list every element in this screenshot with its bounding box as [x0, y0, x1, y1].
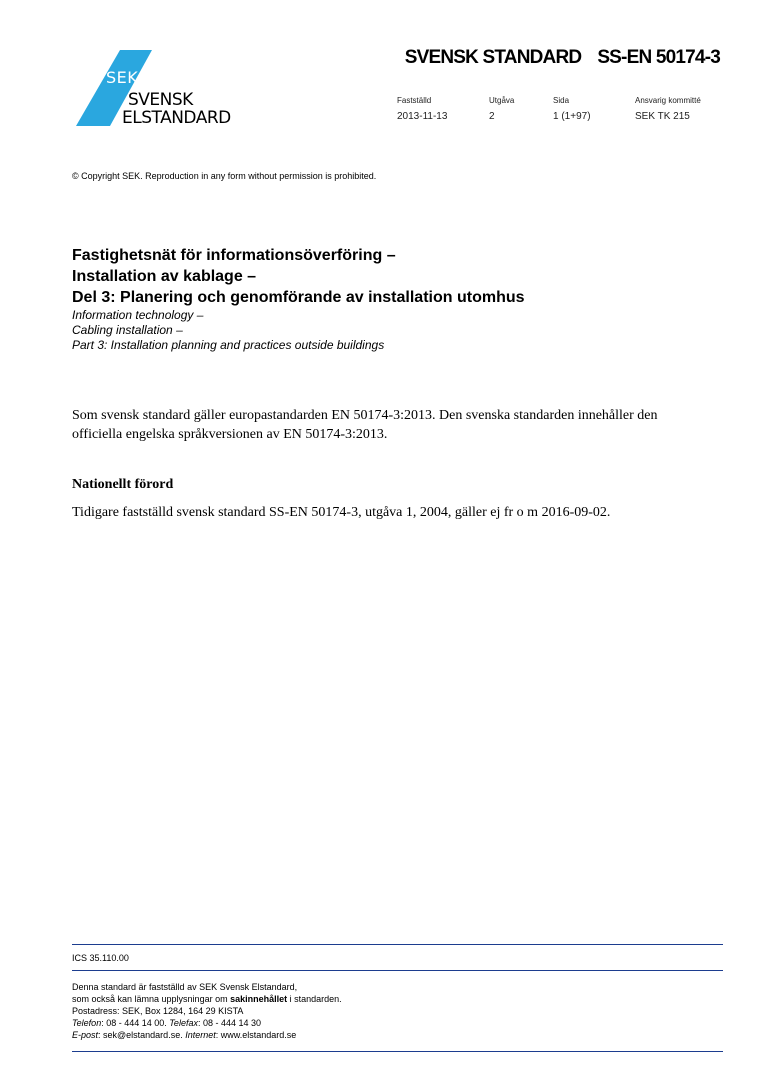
english-title-line: Information technology – — [72, 308, 204, 322]
swedish-title-line: Fastighetsnät för informationsöverföring – — [72, 247, 396, 264]
email-address[interactable]: : sek@elstandard.se. — [98, 1030, 186, 1040]
standard-label: SVENSK STANDARD — [404, 47, 582, 68]
footer-text: i standarden. — [287, 994, 342, 1004]
national-foreword-heading: Nationellt förord — [72, 477, 174, 492]
meta-value: 2 — [489, 111, 495, 122]
footer-bold-text: sakinnehållet — [230, 994, 288, 1004]
footer-email-line — [72, 1029, 342, 1041]
national-foreword-text: Tidigare fastställd svensk standard SS-EN 50174-3, utgåva 1, 2004, gäller ej fr o m 2016-09-02. — [72, 505, 611, 520]
meta-label: Utgåva — [489, 96, 515, 105]
swedish-title-line: Del 3: Planering och genomförande av installation utomhus — [72, 289, 525, 306]
web-address[interactable]: : www.elstandard.se — [215, 1030, 297, 1040]
meta-value: SEK TK 215 — [635, 111, 690, 122]
phone-label: Telefon — [72, 1018, 102, 1028]
swedish-title-line: Installation av kablage – — [72, 268, 257, 285]
english-title-line: Part 3: Installation planning and practices outside buildings — [72, 338, 385, 352]
english-title-line: Cabling installation – — [72, 323, 183, 337]
intro-paragraph — [72, 406, 712, 444]
phone-number: : 08 - 444 14 00. — [101, 1018, 170, 1028]
meta-established — [397, 96, 447, 122]
fax-label: Telefax — [169, 1018, 198, 1028]
footer-phone-line — [72, 1017, 342, 1029]
logo-svensk-text: SVENSK — [128, 90, 193, 110]
footer-line: Denna standard är fastställd av SEK Svensk Elstandard, — [72, 982, 298, 992]
logo-elstandard-text: ELSTANDARD — [122, 108, 231, 128]
intro-line: officiella engelska språkversionen av EN 50174-3:2013. — [72, 427, 388, 442]
footer-address: Postadress: SEK, Box 1284, 164 29 KISTA — [72, 1006, 244, 1016]
meta-label: Ansvarig kommitté — [635, 96, 701, 105]
meta-label: Fastställd — [397, 96, 432, 105]
intro-line: Som svensk standard gäller europastandarden EN 50174-3:2013. Den svenska standarden innehåller den — [72, 408, 658, 423]
footer-text: som också kan lämna upplysningar om — [72, 994, 231, 1004]
copyright-notice: © Copyright SEK. Reproduction in any form without permission is prohibited. — [72, 171, 377, 181]
meta-committee — [635, 96, 701, 122]
meta-value: 2013-11-13 — [397, 111, 448, 122]
meta-label: Sida — [553, 96, 570, 105]
document-titles — [72, 245, 525, 353]
standard-number: SS-EN 50174-3 — [597, 47, 720, 68]
standard-title — [405, 47, 720, 69]
meta-page — [553, 96, 591, 122]
footer-divider — [72, 944, 723, 945]
ics-code: ICS 35.110.00 — [72, 953, 129, 963]
web-label: Internet — [185, 1030, 216, 1040]
meta-value: 1 (1+97) — [553, 111, 591, 122]
footer-contact — [72, 981, 342, 1041]
logo-sek-text: SEK — [106, 68, 139, 87]
footer-divider — [72, 1051, 723, 1052]
sek-logo — [76, 50, 236, 128]
footer-divider — [72, 970, 723, 971]
fax-number: : 08 - 444 14 30 — [197, 1018, 262, 1028]
footer-line — [72, 993, 342, 1005]
email-label: E-post — [72, 1030, 99, 1040]
meta-edition — [489, 96, 514, 122]
